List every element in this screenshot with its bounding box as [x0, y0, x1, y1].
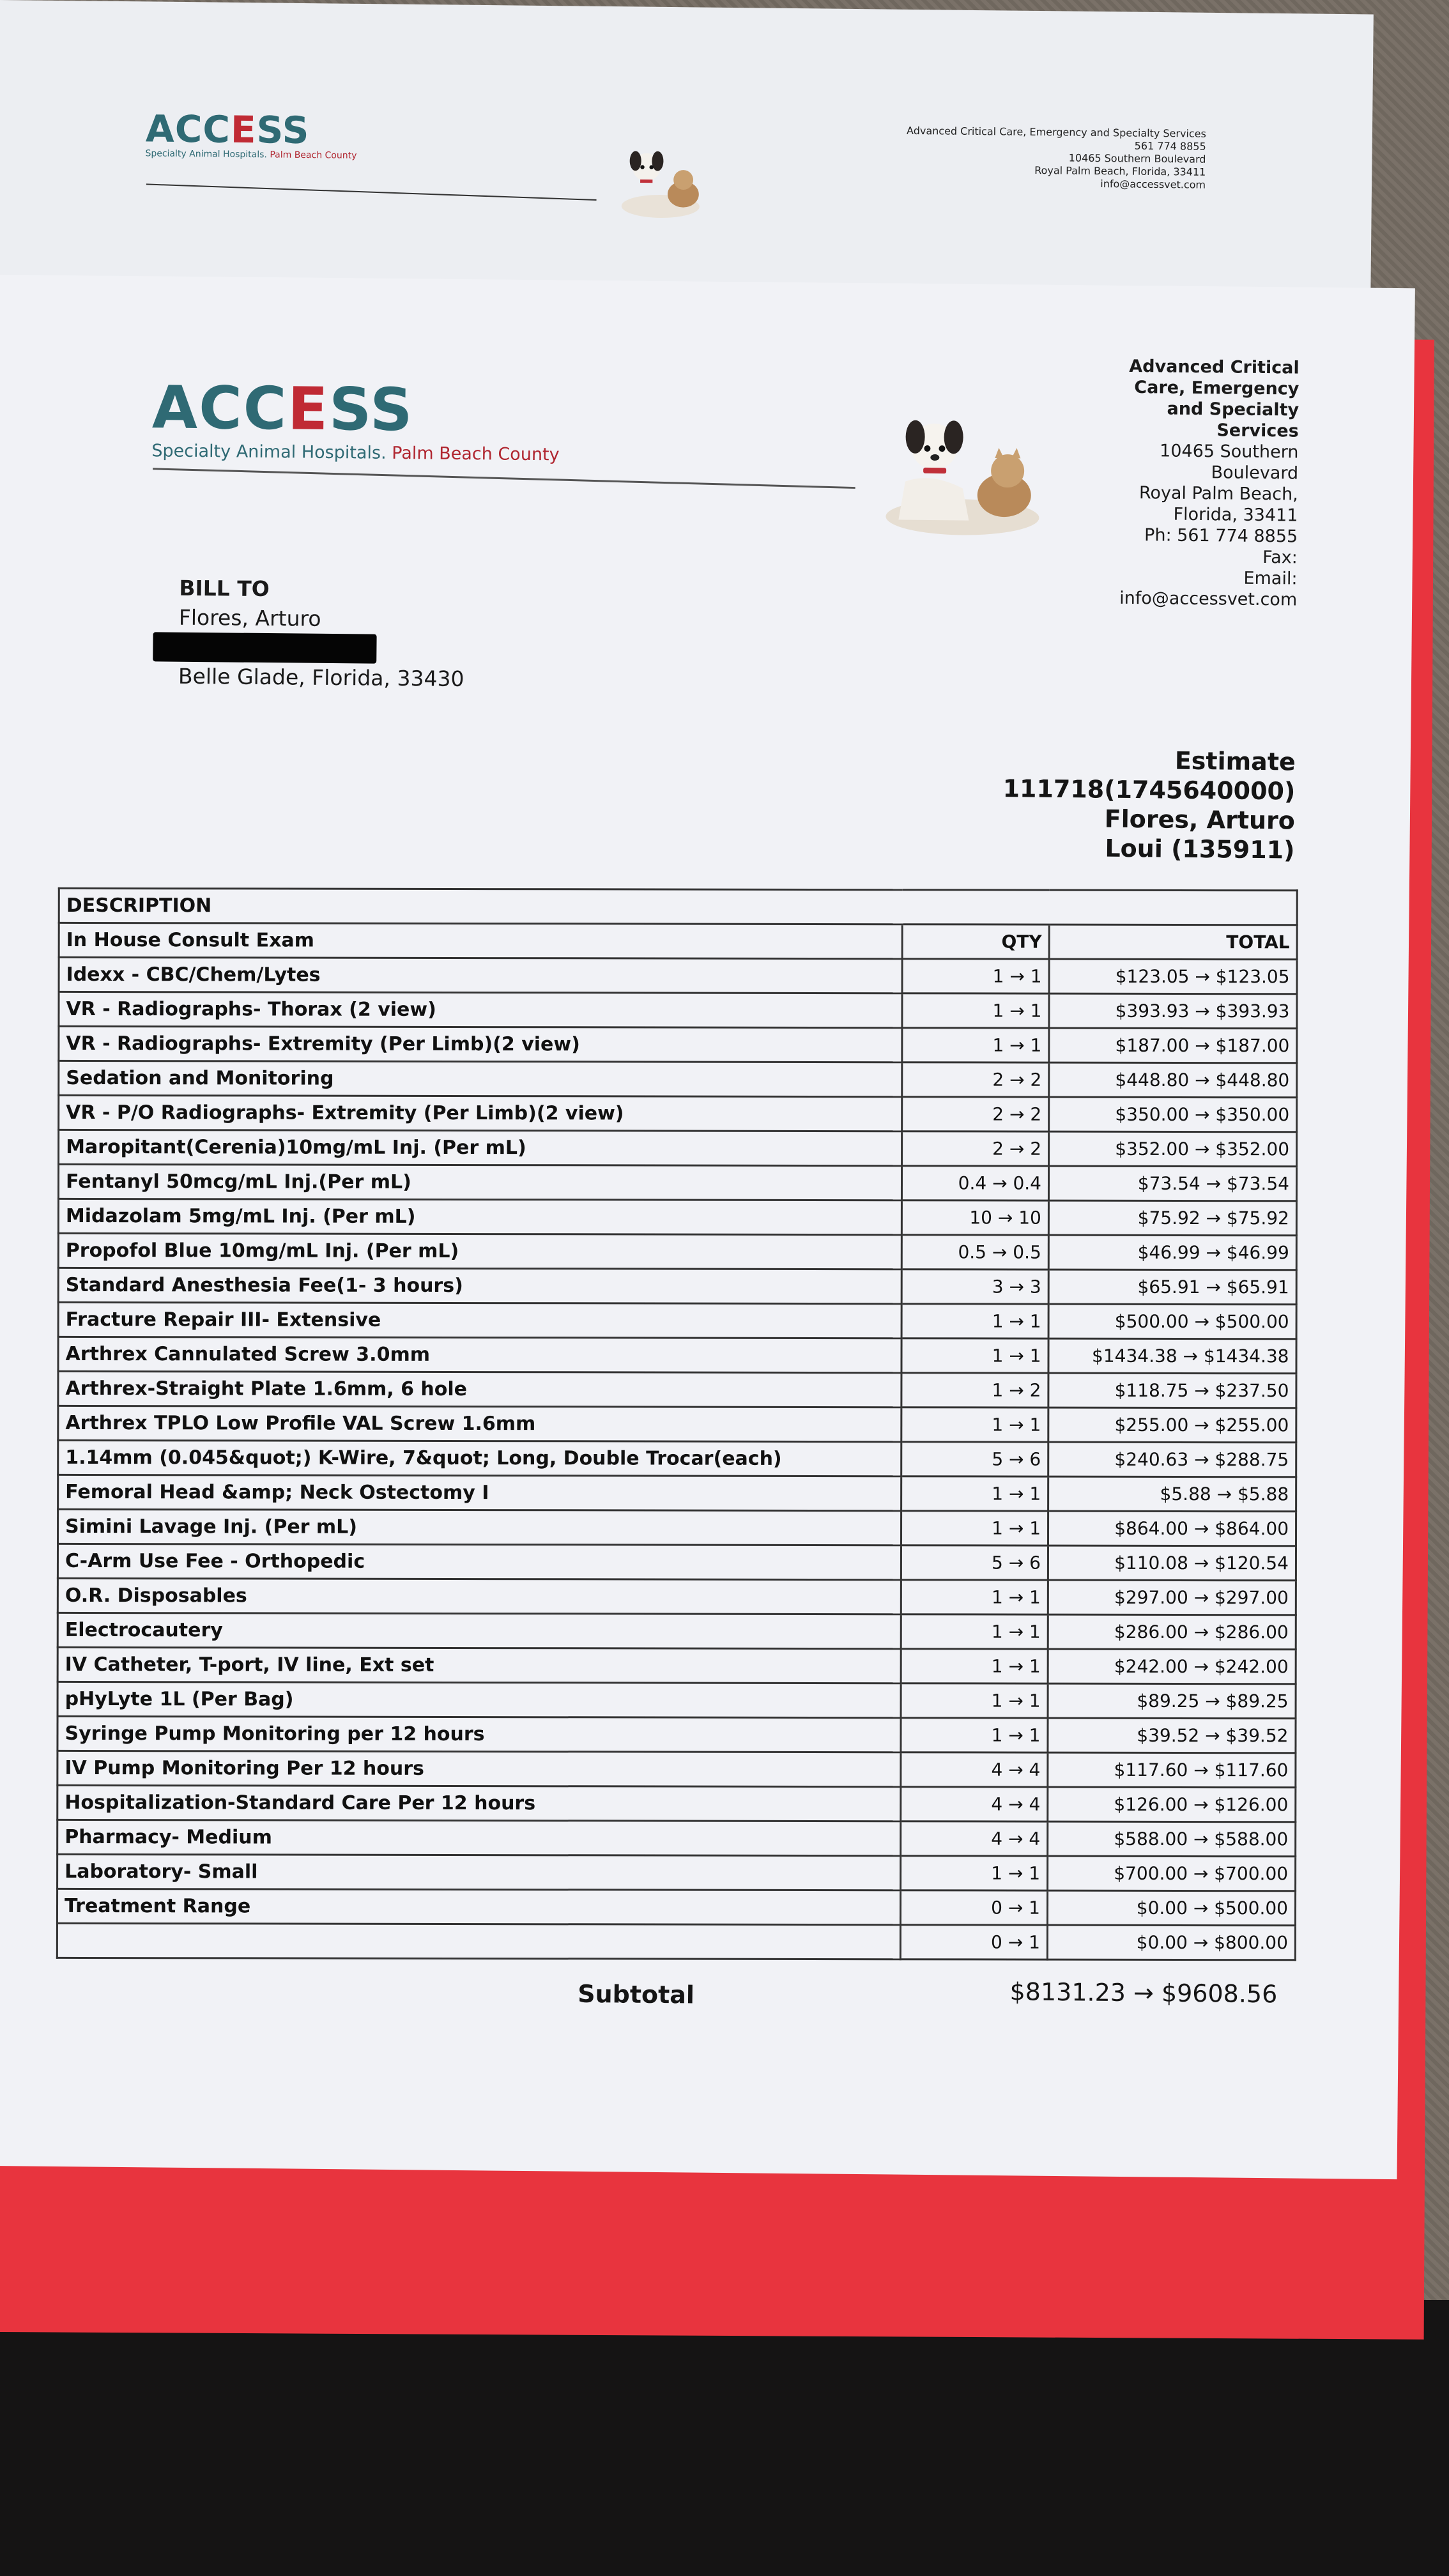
- bill-to-heading: BILL TO: [179, 575, 270, 602]
- table-row: [57, 1613, 1296, 1649]
- table-row: [57, 1682, 1296, 1718]
- item-total: $187.00 → $187.00: [1049, 1028, 1297, 1063]
- table-row: [59, 1095, 1297, 1131]
- item-qty: 2 → 2: [902, 1097, 1049, 1131]
- table-header-row: [59, 888, 1297, 924]
- item-description: Hospitalization-Standard Care Per 12 hours: [57, 1785, 901, 1821]
- item-total: $39.52 → $39.52: [1048, 1718, 1296, 1753]
- item-description: Treatment Range: [57, 1889, 900, 1924]
- item-total: $352.00 → $352.00: [1049, 1131, 1297, 1167]
- item-total: $126.00 → $126.00: [1048, 1787, 1296, 1822]
- item-description: Sedation and Monitoring: [59, 1061, 902, 1096]
- item-total: $0.00 → $800.00: [1047, 1925, 1295, 1960]
- table-row: [57, 1751, 1296, 1787]
- table-row: [59, 992, 1297, 1028]
- item-description: Maropitant(Cerenia)10mg/mL Inj. (Per mL): [59, 1130, 902, 1165]
- dog-and-cat-illustration: [879, 411, 1059, 540]
- table-row: [58, 1164, 1296, 1200]
- item-qty: 3 → 3: [901, 1269, 1048, 1304]
- table-row: [58, 1337, 1296, 1373]
- item-total: $297.00 → $297.00: [1048, 1580, 1296, 1615]
- header-spacer: [1049, 890, 1297, 925]
- table-row: [58, 1406, 1296, 1442]
- item-description: 1.14mm (0.045&quot;) K-Wire, 7&quot; Long, Double Trocar(each): [58, 1440, 901, 1476]
- item-total: $117.60 → $117.60: [1048, 1752, 1296, 1788]
- item-qty: 4 → 4: [901, 1821, 1048, 1856]
- item-total: $255.00 → $255.00: [1048, 1407, 1296, 1443]
- logo-tagline: Specialty Animal Hospitals. Palm Beach County: [151, 441, 560, 465]
- item-total: $123.05 → $123.05: [1049, 959, 1297, 994]
- item-qty: 1 → 1: [901, 1476, 1048, 1511]
- item-qty: 2 → 2: [902, 1131, 1049, 1166]
- item-qty: 5 → 6: [901, 1442, 1048, 1476]
- item-description: Arthrex Cannulated Screw 3.0mm: [58, 1337, 901, 1372]
- item-total: $393.93 → $393.93: [1049, 993, 1297, 1029]
- item-description: Pharmacy- Medium: [57, 1820, 901, 1855]
- item-qty: 1 → 1: [902, 959, 1049, 993]
- item-qty: 0.5 → 0.5: [901, 1235, 1048, 1269]
- estimate-client: Flores, Arturo: [1104, 804, 1296, 835]
- item-total: $240.63 → $288.75: [1048, 1442, 1296, 1477]
- item-total: $73.54 → $73.54: [1048, 1166, 1296, 1201]
- back-logo: [145, 107, 357, 161]
- item-total: $46.99 → $46.99: [1048, 1235, 1296, 1270]
- item-description: Electrocautery: [57, 1613, 901, 1648]
- item-description: Simini Lavage Inj. (Per mL): [58, 1509, 901, 1545]
- item-description: Arthrex TPLO Low Profile VAL Screw 1.6mm: [58, 1406, 901, 1441]
- item-qty: 1 → 1: [901, 1649, 1048, 1683]
- item-qty: 1 → 1: [902, 993, 1049, 1028]
- item-total: $1434.38 → $1434.38: [1048, 1338, 1296, 1374]
- item-qty: 1 → 1: [901, 1683, 1048, 1718]
- table-row: [58, 1199, 1296, 1235]
- item-qty: 4 → 4: [901, 1787, 1048, 1821]
- item-description: VR - P/O Radiographs- Extremity (Per Limb)(2 view): [59, 1095, 902, 1131]
- item-description: Femoral Head &amp; Neck Ostectomy I: [58, 1475, 901, 1510]
- table-row: [57, 1889, 1295, 1925]
- estimate-sheet: [0, 275, 1415, 2179]
- item-total: $700.00 → $700.00: [1048, 1856, 1296, 1891]
- item-qty: 1 → 1: [901, 1511, 1048, 1545]
- item-qty: 0 → 1: [900, 1925, 1047, 1959]
- bill-to-block: [178, 574, 465, 694]
- dog-and-cat-illustration: [611, 144, 726, 228]
- bill-to-name: Flores, Arturo: [178, 604, 321, 631]
- table-row: [59, 957, 1297, 993]
- table-row: [57, 1544, 1296, 1580]
- item-total: $242.00 → $242.00: [1048, 1649, 1296, 1684]
- item-total: $0.00 → $500.00: [1047, 1890, 1295, 1926]
- dark-floor-area: [0, 2300, 1449, 2576]
- estimate-label: Estimate: [1174, 746, 1296, 776]
- table-row: [57, 1647, 1296, 1683]
- item-total: $75.92 → $75.92: [1048, 1200, 1296, 1236]
- subtotal-value: $8131.23 → $9608.56: [1009, 1977, 1278, 2009]
- redaction-bar: [153, 632, 376, 663]
- clinic-logo: [151, 373, 560, 465]
- header-rule: [153, 468, 855, 489]
- table-row: [58, 1371, 1296, 1407]
- item-total: $286.00 → $286.00: [1048, 1614, 1296, 1650]
- table-row: [57, 1785, 1296, 1821]
- item-total: $89.25 → $89.25: [1048, 1683, 1296, 1719]
- line-items-table: [56, 887, 1298, 1961]
- item-qty: 1 → 2: [901, 1373, 1048, 1407]
- header-spacer: [902, 890, 1049, 924]
- item-total: $350.00 → $350.00: [1049, 1097, 1297, 1132]
- item-qty: 1 → 1: [901, 1856, 1048, 1890]
- bill-to-city: Belle Glade, Florida, 33430: [178, 663, 464, 692]
- item-qty: 2 → 2: [902, 1062, 1049, 1097]
- estimate-header: [1002, 744, 1296, 864]
- clinic-address-block: Advanced Critical Care, Emergency and Specialty Services 10465 Southern Boulevard Royal Palm Beach, Florida, 33411 Ph: 561 774 8855 Fax: Email: info@accessvet.com: [1119, 356, 1300, 610]
- item-qty: 1 → 1: [901, 1580, 1048, 1614]
- item-description: Midazolam 5mg/mL Inj. (Per mL): [58, 1199, 901, 1234]
- item-description: Fracture Repair III- Extensive: [58, 1302, 901, 1338]
- description-header: DESCRIPTION: [59, 888, 902, 924]
- item-description: In House Consult Exam: [59, 923, 902, 958]
- item-description: Laboratory- Small: [57, 1854, 901, 1890]
- table-row: [58, 1509, 1296, 1545]
- estimate-patient: Loui (135911): [1105, 834, 1295, 864]
- item-description: IV Pump Monitoring Per 12 hours: [57, 1751, 901, 1786]
- table-row: [57, 1820, 1296, 1856]
- item-qty: 10 → 10: [901, 1200, 1048, 1235]
- item-description: Standard Anesthesia Fee(1- 3 hours): [58, 1268, 901, 1303]
- item-total: $500.00 → $500.00: [1048, 1304, 1296, 1339]
- table-row: [59, 923, 1297, 959]
- table-row: [57, 1578, 1296, 1614]
- item-qty: 1 → 1: [902, 1028, 1049, 1062]
- back-header-rule: [146, 183, 597, 201]
- item-total: $864.00 → $864.00: [1048, 1511, 1296, 1546]
- item-description: [57, 1923, 900, 1959]
- item-description: C-Arm Use Fee - Orthopedic: [57, 1544, 901, 1579]
- subtotal-label: Subtotal: [578, 1979, 695, 2009]
- item-description: IV Catheter, T-port, IV line, Ext set: [57, 1647, 901, 1683]
- table-row: [57, 1854, 1296, 1890]
- table-row: [59, 1026, 1297, 1062]
- item-qty: 0.4 → 0.4: [901, 1166, 1048, 1200]
- item-qty: 1 → 1: [901, 1407, 1048, 1442]
- item-total: $110.08 → $120.54: [1048, 1545, 1296, 1581]
- item-qty: 1 → 1: [901, 1718, 1048, 1752]
- item-description: Syringe Pump Monitoring per 12 hours: [57, 1716, 901, 1752]
- back-clinic-address: Advanced Critical Care, Emergency and Specialty Services 561 774 8855 10465 Southern Boulevard Royal Palm Beach, Florida, 33411 info@accessvet.com: [906, 124, 1207, 191]
- item-qty: 4 → 4: [901, 1752, 1048, 1787]
- item-total: $118.75 → $237.50: [1048, 1373, 1296, 1408]
- qty-header: QTY: [902, 924, 1049, 959]
- item-description: Arthrex-Straight Plate 1.6mm, 6 hole: [58, 1371, 901, 1407]
- item-qty: 0 → 1: [900, 1890, 1047, 1925]
- back-logo-wordmark: ACCESS: [145, 107, 310, 153]
- total-header: TOTAL: [1049, 924, 1297, 960]
- item-total: $65.91 → $65.91: [1048, 1269, 1296, 1305]
- table-row: [58, 1302, 1296, 1338]
- table-row: [59, 1130, 1297, 1166]
- item-qty: 1 → 1: [901, 1338, 1048, 1373]
- item-description: pHyLyte 1L (Per Bag): [57, 1682, 901, 1717]
- item-description: O.R. Disposables: [57, 1578, 901, 1614]
- table-row: [58, 1440, 1296, 1476]
- estimate-number: 111718(1745640000): [1002, 774, 1296, 806]
- back-logo-tagline: Specialty Animal Hospitals. Palm Beach County: [145, 148, 357, 161]
- item-qty: 1 → 1: [901, 1614, 1048, 1649]
- item-total: $448.80 → $448.80: [1049, 1062, 1297, 1098]
- table-row: [58, 1233, 1296, 1269]
- table-row: [57, 1923, 1295, 1959]
- table-row: [59, 1061, 1297, 1097]
- item-qty: 5 → 6: [901, 1545, 1048, 1580]
- item-total: $588.00 → $588.00: [1048, 1821, 1296, 1857]
- table-row: [58, 1268, 1296, 1304]
- item-description: VR - Radiographs- Thorax (2 view): [59, 992, 902, 1027]
- item-description: VR - Radiographs- Extremity (Per Limb)(2 view): [59, 1026, 902, 1062]
- item-description: Propofol Blue 10mg/mL Inj. (Per mL): [58, 1233, 901, 1269]
- table-row: [58, 1475, 1296, 1511]
- logo-wordmark: ACCESS: [151, 373, 415, 445]
- item-description: Idexx - CBC/Chem/Lytes: [59, 957, 902, 993]
- item-description: Fentanyl 50mcg/mL Inj.(Per mL): [58, 1164, 901, 1200]
- item-total: $5.88 → $5.88: [1048, 1476, 1296, 1512]
- item-qty: 1 → 1: [901, 1304, 1048, 1338]
- table-row: [57, 1716, 1296, 1752]
